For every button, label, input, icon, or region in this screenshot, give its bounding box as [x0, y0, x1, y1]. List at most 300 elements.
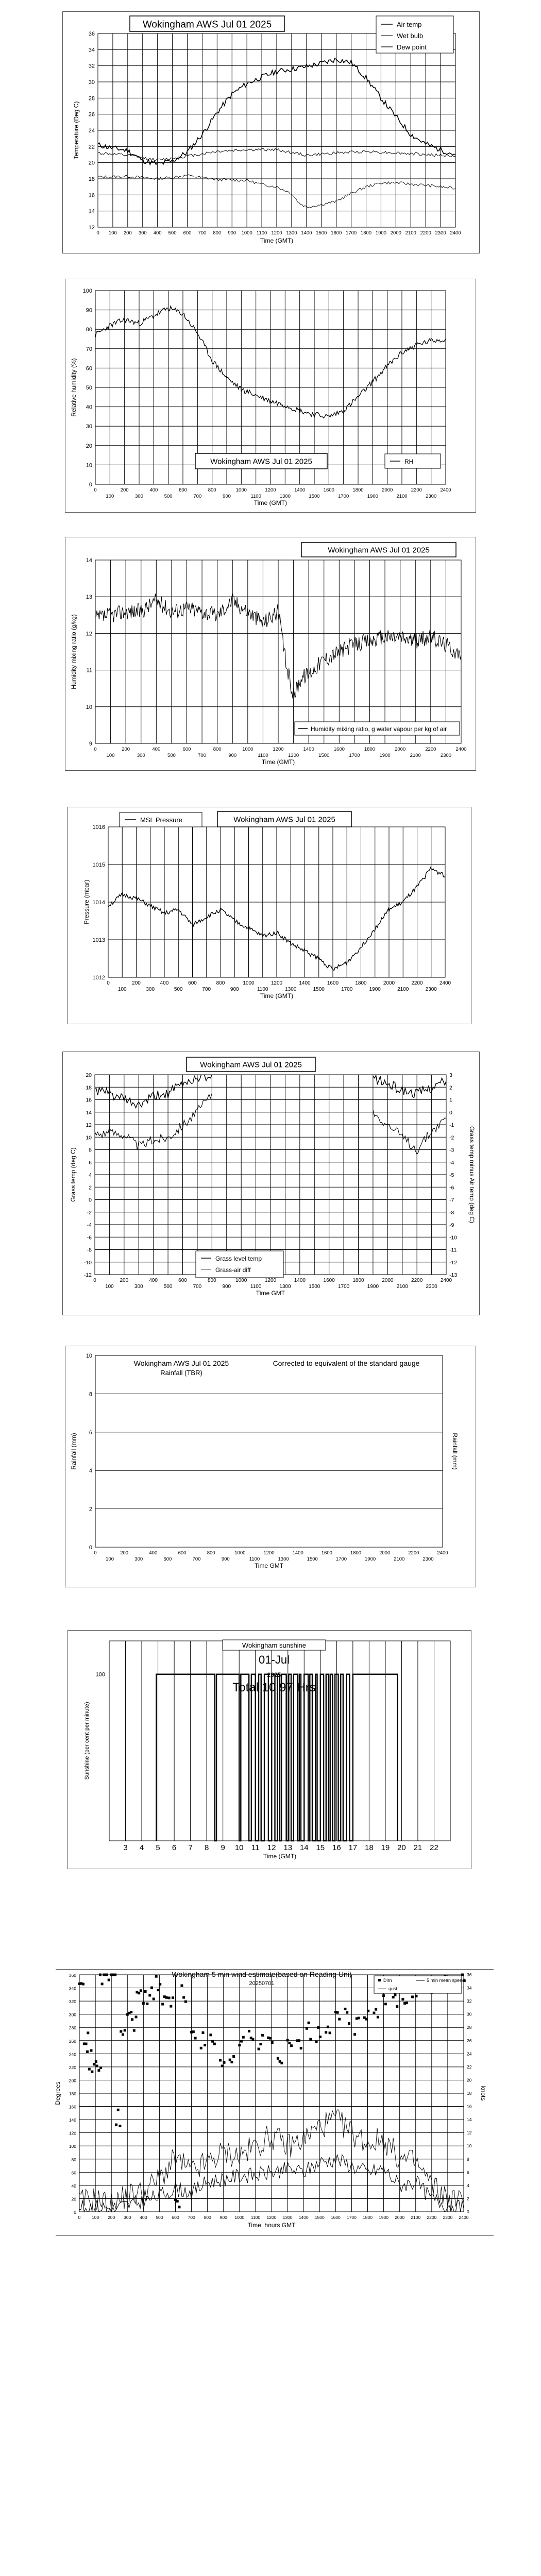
- wind-direction-point: [259, 2043, 262, 2045]
- x-tick-label: 1000: [241, 230, 252, 236]
- y-tick-label: 200: [69, 2078, 76, 2083]
- wind-direction-point: [230, 2061, 233, 2063]
- x-tick-label: 1400: [292, 1550, 303, 1556]
- x-tick-label: 900: [230, 987, 239, 992]
- wind-direction-point: [309, 2038, 312, 2041]
- sunshine-chart-panel: [67, 1630, 471, 1869]
- wind-direction-point: [384, 2003, 387, 2005]
- x-axis-label: Time (GMT): [253, 499, 288, 506]
- y2-tick-label: 0: [449, 1109, 452, 1116]
- legend-label: MSL Pressure: [140, 816, 182, 824]
- x-tick-label: 2200: [427, 2215, 437, 2220]
- x-tick-label: 22: [430, 1843, 438, 1852]
- y2-tick-label: -9: [449, 1222, 454, 1228]
- wind-direction-point: [308, 2022, 310, 2024]
- y-tick-label: 12: [86, 631, 92, 637]
- y2-tick-label: 18: [467, 2091, 472, 2096]
- y-tick-label: 10: [86, 1353, 92, 1359]
- wind-direction-point: [367, 2010, 369, 2012]
- wind-direction-point: [306, 2027, 308, 2030]
- x-tick-label: 1300: [278, 1556, 289, 1562]
- wind-direction-point: [392, 1996, 395, 1998]
- x-tick-label: 2400: [450, 230, 461, 236]
- y-tick-label: -4: [87, 1222, 92, 1228]
- y2-tick-label: 16: [467, 2104, 472, 2109]
- x-tick-label: 0: [94, 747, 97, 752]
- x-tick-label: 1600: [333, 747, 345, 752]
- y-tick-label: 12: [86, 1122, 92, 1128]
- x-tick-label: 18: [365, 1843, 374, 1852]
- y-tick-label: 0: [74, 2210, 76, 2215]
- grass-chart-panel: [62, 1052, 480, 1315]
- chart-title: Wokingham sunshine: [242, 1641, 307, 1649]
- x-tick-label: 2000: [390, 230, 401, 236]
- y-axis-label: Sunshine (per cent per minute): [84, 1702, 90, 1780]
- x-tick-label: 2400: [439, 980, 451, 986]
- wind-direction-point: [140, 1989, 142, 1992]
- sunshine-total: Total 10.97 Hrs: [232, 1681, 316, 1694]
- x-tick-label: 1300: [279, 494, 291, 499]
- series-line-sunshine: [156, 1674, 397, 1841]
- x-tick-label: 1100: [257, 987, 268, 992]
- grid-lines: [95, 1355, 443, 1547]
- wind-direction-point: [221, 2064, 224, 2067]
- y-axis-label: Degrees: [54, 2081, 61, 2105]
- x-tick-label: 100: [106, 494, 114, 499]
- x-tick-label: 12: [267, 1843, 276, 1852]
- grid-lines: [95, 560, 461, 743]
- wind-direction-point: [401, 1998, 404, 2001]
- wind-direction-point: [271, 2041, 274, 2044]
- temperature-chart-panel: [62, 11, 480, 253]
- wind-direction-point: [338, 2018, 341, 2021]
- legend-label: RH: [404, 458, 414, 465]
- x-tick-label: 1900: [379, 2215, 389, 2220]
- x-tick-label: 2000: [395, 747, 406, 752]
- y2-tick-label: 34: [467, 1985, 472, 1991]
- y-tick-label: 1013: [92, 937, 105, 943]
- chart-annotation: Corrected to equivalent of the standard gauge: [273, 1359, 420, 1367]
- x-tick-label: 1800: [364, 747, 376, 752]
- y-tick-label: 240: [69, 2052, 76, 2057]
- x-tick-label: 900: [222, 1284, 231, 1290]
- wind-direction-point: [382, 1994, 385, 1997]
- wind-direction-point: [286, 2039, 289, 2041]
- x-tick-label: 600: [188, 980, 197, 986]
- y-tick-label: 60: [86, 365, 92, 372]
- x-tick-label: 900: [228, 753, 237, 758]
- x-axis-label: Time GMT: [256, 1290, 285, 1297]
- y-tick-label: 4: [89, 1468, 92, 1475]
- y-tick-label: -6: [87, 1234, 92, 1241]
- x-tick-label: 2200: [408, 1550, 419, 1556]
- x-tick-label: 200: [120, 487, 129, 493]
- wind-direction-point: [213, 2043, 216, 2045]
- grass-chart: [63, 1052, 479, 1315]
- legend-label: Dirn: [383, 1978, 392, 1983]
- y-tick-label: 50: [86, 385, 92, 391]
- y2-tick-label: 3: [449, 1072, 452, 1078]
- x-tick-label: 2400: [455, 747, 467, 752]
- x-tick-label: 900: [221, 1556, 230, 1562]
- wind-direction-point: [358, 2016, 360, 2019]
- y-tick-label: 100: [82, 288, 92, 294]
- wind-direction-point: [138, 1992, 140, 1994]
- wind-direction-point: [219, 2059, 222, 2061]
- y-axis-label: Relative humidity (%): [70, 358, 77, 417]
- y-tick-label: 20: [86, 1072, 92, 1078]
- wind-direction-point: [172, 1996, 174, 1999]
- wind-direction-point: [315, 2040, 318, 2043]
- y2-tick-label: -13: [449, 1272, 458, 1278]
- y2-tick-label: -5: [449, 1172, 454, 1178]
- y-tick-label: 80: [71, 2157, 76, 2162]
- x-tick-label: 1900: [367, 494, 378, 499]
- y2-tick-label: 2: [449, 1084, 452, 1091]
- wind-direction-point: [232, 2055, 235, 2058]
- wind-direction-point: [124, 2029, 126, 2031]
- x-tick-label: 200: [122, 747, 130, 752]
- x-tick-label: 0: [78, 2215, 81, 2220]
- wind-direction-point: [88, 2068, 91, 2071]
- legend-label: Wet bulb: [397, 32, 424, 40]
- x-tick-label: 1800: [360, 230, 372, 236]
- x-tick-label: 1100: [258, 753, 268, 758]
- wind-chart: [56, 1970, 494, 2235]
- wind-direction-point: [394, 1994, 396, 1996]
- x-tick-label: 5: [156, 1843, 160, 1852]
- y-tick-label: 14: [86, 557, 92, 564]
- x-tick-label: 2300: [443, 2215, 453, 2220]
- x-tick-label: 1900: [365, 1556, 376, 1562]
- x-tick-label: 4: [139, 1843, 144, 1852]
- x-tick-label: 2000: [382, 487, 393, 493]
- wind-direction-point: [82, 1983, 84, 1986]
- x-tick-label: 500: [156, 2215, 163, 2220]
- y-axis-label: Pressure (mbar): [83, 879, 90, 925]
- legend-label: Grass level temp: [215, 1255, 262, 1262]
- y-tick-label: 0: [89, 1197, 92, 1204]
- rainfall-chart-panel: [65, 1346, 476, 1587]
- y-tick-label: 9: [89, 741, 92, 747]
- y-tick-label: -10: [83, 1259, 92, 1266]
- wind-direction-point: [375, 2008, 377, 2011]
- x-tick-label: 1900: [369, 987, 381, 992]
- y-tick-label: 1015: [92, 862, 105, 868]
- x-tick-label: 1700: [335, 1556, 347, 1562]
- x-tick-label: 1300: [279, 1284, 291, 1290]
- y2-tick-label: -3: [449, 1147, 454, 1154]
- x-tick-label: 1500: [318, 753, 330, 758]
- y-tick-label: 32: [88, 63, 95, 70]
- x-tick-label: 1000: [234, 1550, 246, 1556]
- x-tick-label: 900: [228, 230, 236, 236]
- y2-tick-label: -6: [449, 1184, 454, 1191]
- x-tick-label: 600: [182, 747, 191, 752]
- x-tick-label: 2200: [420, 230, 431, 236]
- y2-tick-label: -7: [449, 1197, 454, 1204]
- wind-direction-point: [344, 2008, 346, 2010]
- x-tick-label: 500: [174, 987, 183, 992]
- wind-direction-point: [120, 2030, 122, 2033]
- x-tick-label: 1900: [367, 1284, 379, 1290]
- wind-direction-point: [411, 1995, 414, 1998]
- y-tick-label: 0: [89, 1545, 92, 1551]
- wind-direction-point: [348, 2022, 350, 2025]
- wind-direction-point: [415, 1995, 417, 1997]
- wind-direction-point: [165, 1996, 168, 1999]
- wind-direction-point: [290, 2044, 293, 2047]
- chart-title: Wokingham AWS Jul 01 2025: [233, 815, 335, 824]
- wind-direction-point: [96, 2065, 98, 2067]
- x-tick-label: 0: [94, 487, 97, 493]
- sunshine-chart: [68, 1631, 471, 1869]
- x-tick-label: 2300: [440, 753, 451, 758]
- legend-label: Grass-air diff: [215, 1266, 251, 1274]
- x-tick-label: 14: [299, 1843, 309, 1852]
- wind-direction-point: [146, 2003, 148, 2005]
- pressure-chart-panel: [67, 807, 471, 1024]
- chart-title: Wokingham AWS Jul 01 2025: [133, 1359, 229, 1367]
- y-tick-label: 8: [89, 1147, 92, 1154]
- x-axis-label: Time, hours GMT: [247, 2222, 296, 2229]
- x-tick-label: 1100: [250, 494, 261, 499]
- x-tick-label: 400: [160, 980, 169, 986]
- x-tick-label: 2000: [379, 1550, 391, 1556]
- x-tick-label: 800: [207, 1550, 215, 1556]
- x-tick-label: 2100: [397, 987, 409, 992]
- y2-axis-label: Grass temp minus Air temp (deg C): [468, 1126, 476, 1224]
- x-tick-label: 2100: [411, 2215, 421, 2220]
- mixing-ratio-chart-panel: [65, 537, 476, 771]
- chart-title: Wokingham AWS Jul 01 2025: [328, 546, 430, 555]
- x-tick-label: 1500: [309, 1284, 320, 1290]
- y2-axis-label: knots: [480, 2086, 487, 2101]
- wind-direction-point: [99, 1974, 102, 1976]
- wind-direction-point: [269, 2037, 272, 2040]
- wind-direction-point: [300, 2047, 302, 2049]
- y-tick-label: 0: [89, 482, 92, 488]
- y2-tick-label: 6: [467, 2170, 469, 2175]
- x-tick-label: 2200: [411, 487, 422, 493]
- wind-direction-point: [93, 2063, 95, 2065]
- x-tick-label: 1400: [298, 2215, 309, 2220]
- wind-direction-point: [184, 2001, 187, 2003]
- wind-direction-point: [209, 2033, 212, 2036]
- y-tick-label: 1016: [92, 824, 105, 831]
- y-tick-label: 13: [86, 594, 92, 601]
- wind-direction-point: [144, 1990, 147, 1993]
- wind-direction-point: [280, 2062, 283, 2064]
- x-tick-label: 600: [178, 1550, 187, 1556]
- x-tick-label: 19: [381, 1843, 390, 1852]
- wind-direction-point: [101, 1982, 104, 1985]
- y-tick-label: 160: [69, 2104, 76, 2110]
- y2-tick-label: 2: [467, 2196, 469, 2201]
- x-tick-label: 700: [202, 987, 211, 992]
- y2-tick-label: 24: [467, 2051, 472, 2057]
- x-tick-label: 20: [397, 1843, 406, 1852]
- y2-tick-label: -11: [449, 1247, 457, 1253]
- grid-lines: [95, 1075, 446, 1275]
- y2-tick-label: 32: [467, 1998, 472, 2004]
- chart-subtitle: Rainfall (TBR): [160, 1369, 202, 1377]
- y-tick-label: 10: [86, 704, 92, 710]
- x-tick-label: 700: [198, 753, 207, 758]
- x-tick-label: 500: [168, 230, 177, 236]
- x-tick-label: 1000: [235, 487, 247, 493]
- y-tick-label: 260: [69, 2038, 76, 2044]
- x-tick-label: 200: [108, 2215, 115, 2220]
- wind-direction-point: [405, 2002, 408, 2004]
- x-tick-label: 500: [163, 1556, 172, 1562]
- wind-direction-point: [87, 2031, 89, 2034]
- x-tick-label: 1400: [303, 747, 314, 752]
- legend-label: Air temp: [397, 21, 422, 28]
- x-tick-label: 2300: [435, 230, 446, 236]
- x-tick-label: 1400: [299, 980, 311, 986]
- x-tick-label: 200: [132, 980, 141, 986]
- x-tick-label: 1800: [352, 1278, 364, 1283]
- y-tick-label: 20: [88, 160, 95, 166]
- x-tick-label: 13: [283, 1843, 293, 1852]
- wind-direction-point: [229, 2059, 231, 2061]
- x-tick-label: 2100: [405, 230, 416, 236]
- wind-direction-point: [240, 2040, 243, 2042]
- wind-direction-point: [148, 1994, 151, 1996]
- x-tick-label: 1100: [250, 2215, 261, 2220]
- x-tick-label: 800: [207, 1278, 216, 1283]
- wind-direction-point: [288, 2042, 291, 2044]
- x-tick-label: 1800: [355, 980, 367, 986]
- y-tick-label: 34: [88, 47, 95, 54]
- wind-direction-point: [131, 2018, 133, 2021]
- x-tick-label: 2300: [426, 494, 437, 499]
- wind-direction-point: [168, 1996, 171, 1999]
- x-tick-label: 800: [213, 230, 222, 236]
- y2-tick-label: -1: [449, 1122, 454, 1128]
- y-tick-label: 18: [86, 1084, 92, 1091]
- wind-direction-point: [373, 2012, 375, 2014]
- x-tick-label: 1900: [375, 230, 386, 236]
- wind-direction-point: [95, 2060, 97, 2063]
- x-tick-label: 1500: [313, 987, 325, 992]
- series-line-grass-air-diff: [373, 1110, 446, 1155]
- x-tick-label: 100: [106, 753, 115, 758]
- x-tick-label: 1700: [338, 494, 349, 499]
- y2-tick-label: 22: [467, 2064, 472, 2070]
- x-tick-label: 1300: [286, 230, 297, 236]
- y2-tick-label: -2: [449, 1134, 454, 1141]
- wind-direction-point: [99, 2066, 102, 2069]
- x-tick-label: 900: [219, 2215, 227, 2220]
- x-tick-label: 1200: [273, 747, 284, 752]
- wind-direction-point: [329, 2031, 331, 2034]
- wind-direction-point: [135, 2015, 138, 2018]
- y2-tick-label: 20: [467, 2077, 472, 2083]
- x-tick-label: 8: [204, 1843, 209, 1852]
- mixing-ratio-chart: [65, 537, 476, 770]
- x-tick-label: 21: [413, 1843, 422, 1852]
- x-tick-label: 700: [198, 230, 207, 236]
- wind-direction-point: [157, 1989, 159, 1991]
- temperature-chart: [63, 12, 479, 253]
- y2-tick-label: 10: [467, 2143, 472, 2149]
- legend-label: gust: [388, 1986, 398, 1991]
- x-tick-label: 10: [234, 1843, 244, 1852]
- y2-tick-label: 1: [449, 1097, 452, 1104]
- x-tick-label: 200: [120, 1278, 129, 1283]
- wind-direction-point: [178, 2206, 180, 2208]
- y-tick-label: 24: [88, 128, 95, 134]
- legend: [376, 16, 453, 53]
- y-axis-label: Rainfall (mm): [70, 1433, 77, 1470]
- x-tick-label: 100: [108, 230, 117, 236]
- x-tick-label: 300: [138, 230, 147, 236]
- y-tick-label: 11: [86, 667, 92, 674]
- wind-direction-point: [192, 2030, 195, 2033]
- x-tick-label: 2400: [440, 1278, 452, 1283]
- y-tick-label: -8: [87, 1247, 92, 1253]
- y-tick-label: 300: [69, 2012, 76, 2018]
- x-tick-label: 400: [152, 747, 161, 752]
- y-tick-label: 340: [69, 1986, 76, 1991]
- wind-direction-point: [155, 1975, 158, 1978]
- wind-direction-point: [150, 1987, 153, 1989]
- x-tick-label: 700: [192, 1556, 201, 1562]
- x-tick-label: 1600: [331, 230, 342, 236]
- rainfall-chart: [65, 1346, 476, 1587]
- y-tick-label: 6: [89, 1429, 92, 1436]
- y-tick-label: 80: [86, 327, 92, 333]
- wind-direction-point: [319, 2036, 322, 2038]
- y-tick-label: 1014: [92, 900, 105, 906]
- y-tick-label: 18: [88, 176, 95, 182]
- x-tick-label: 800: [208, 487, 216, 493]
- y2-axis-label: Rainfall (mm): [451, 1433, 459, 1470]
- wind-direction-point: [258, 2048, 260, 2050]
- wind-direction-point: [106, 1974, 108, 1976]
- y-tick-label: 100: [69, 2144, 76, 2149]
- y-tick-label: 360: [69, 1973, 76, 1978]
- x-tick-label: 0: [96, 230, 99, 236]
- x-tick-label: 500: [164, 494, 173, 499]
- x-tick-label: 1200: [266, 2215, 277, 2220]
- plot-area: [95, 1355, 443, 1547]
- y-tick-label: 220: [69, 2064, 76, 2070]
- x-tick-label: 100: [117, 987, 127, 992]
- series-line-grass-level-temp: [373, 1075, 446, 1097]
- y-tick-label: 12: [88, 225, 95, 231]
- wind-direction-point: [85, 2043, 88, 2045]
- y-tick-label: 90: [86, 307, 92, 314]
- y2-tick-label: 26: [467, 2038, 472, 2043]
- wind-direction-point: [115, 2124, 117, 2126]
- y-tick-label: -12: [83, 1272, 92, 1278]
- x-tick-label: 16: [332, 1843, 341, 1852]
- y-tick-label: 30: [88, 79, 95, 86]
- y2-tick-label: -12: [449, 1259, 458, 1266]
- wind-direction-point: [277, 2057, 279, 2060]
- x-tick-label: 1800: [352, 487, 364, 493]
- x-tick-label: 300: [137, 753, 145, 758]
- y-tick-label: 14: [88, 208, 95, 215]
- x-tick-label: 800: [213, 747, 222, 752]
- wind-direction-point: [114, 1974, 116, 1976]
- x-tick-label: 300: [134, 1284, 143, 1290]
- wind-direction-point: [86, 2050, 89, 2053]
- x-tick-label: 7: [188, 1843, 193, 1852]
